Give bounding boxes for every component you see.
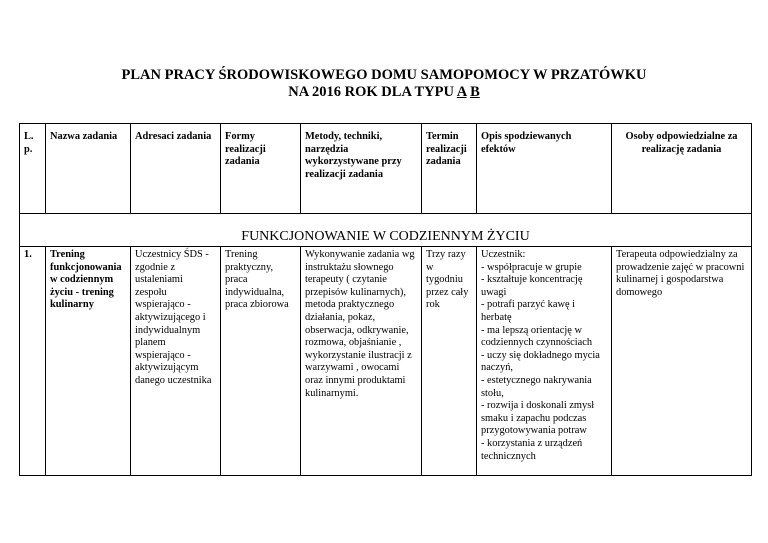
header-recipients: Adresaci zadania [131, 124, 221, 214]
header-persons: Osoby odpowiedzialne za realizację zadania [612, 124, 752, 214]
row-effects: Uczestnik: - współpracuje w grupie - kształtuje koncentrację uwagi - potrafi parzyć kawę i herbatę - ma lepszą orientację w codziennych czynnościach - uczy się dokładnego mycia naczyń, - estetycznego nakrywania stołu, - rozwija i doskonali zmysł smaku i zapachu podczas przygotowywania potraw - korzystania z urządzeń technicznych [477, 247, 612, 476]
row-recipients: Uczestnicy ŚDS - zgodnie z ustaleniami zespołu wspierająco - aktywizującego i indywidualnym planem wspierająco - aktywizującym danego uczestnika [131, 247, 221, 476]
section-title: FUNKCJONOWANIE W CODZIENNYM ŻYCIU [20, 214, 752, 247]
row-persons: Terapeuta odpowiedzialny za prowadzenie zajęć w pracowni kulinarnej i gospodarstwa domowego [612, 247, 752, 476]
header-forms: Formy realizacji zadania [221, 124, 301, 214]
header-effects: Opis spodziewanych efektów [477, 124, 612, 214]
row-lp: 1. [20, 247, 46, 476]
row-term: Trzy razy w tygodniu przez cały rok [422, 247, 477, 476]
row-forms: Trening praktyczny, praca indywidualna, praca zbiorowa [221, 247, 301, 476]
header-task-name: Nazwa zadania [46, 124, 131, 214]
row-task-name: Trening funkcjonowania w codziennym życiu - trening kulinarny [46, 247, 131, 476]
type-a-label: A [456, 84, 467, 100]
header-lp: L. p. [20, 124, 46, 214]
plan-table [19, 123, 752, 476]
subtitle-prefix: NA 2016 ROK DLA TYPU [288, 84, 454, 100]
row-methods: Wykonywanie zadania wg instruktażu słownego terapeuty ( czytanie przepisów kulinarnych), metoda praktycznego działania, pokaz, obserwacja, odkrywanie, rozmowa, objaśnianie , wykorzystanie ilustracji z warzywami , owocami oraz innymi produktami kulinarnymi. [301, 247, 422, 476]
table-row [20, 247, 752, 476]
header-term: Termin realizacji zadania [422, 124, 477, 214]
type-b-label: B [470, 84, 480, 100]
section-row [20, 214, 752, 247]
header-row [20, 124, 752, 214]
document-subtitle [0, 84, 768, 101]
header-methods: Metody, techniki, narzędzia wykorzystywane przy realizacji zadania [301, 124, 422, 214]
document-title: PLAN PRACY ŚRODOWISKOWEGO DOMU SAMOPOMOCY W PRZATÓWKU [121, 67, 647, 83]
